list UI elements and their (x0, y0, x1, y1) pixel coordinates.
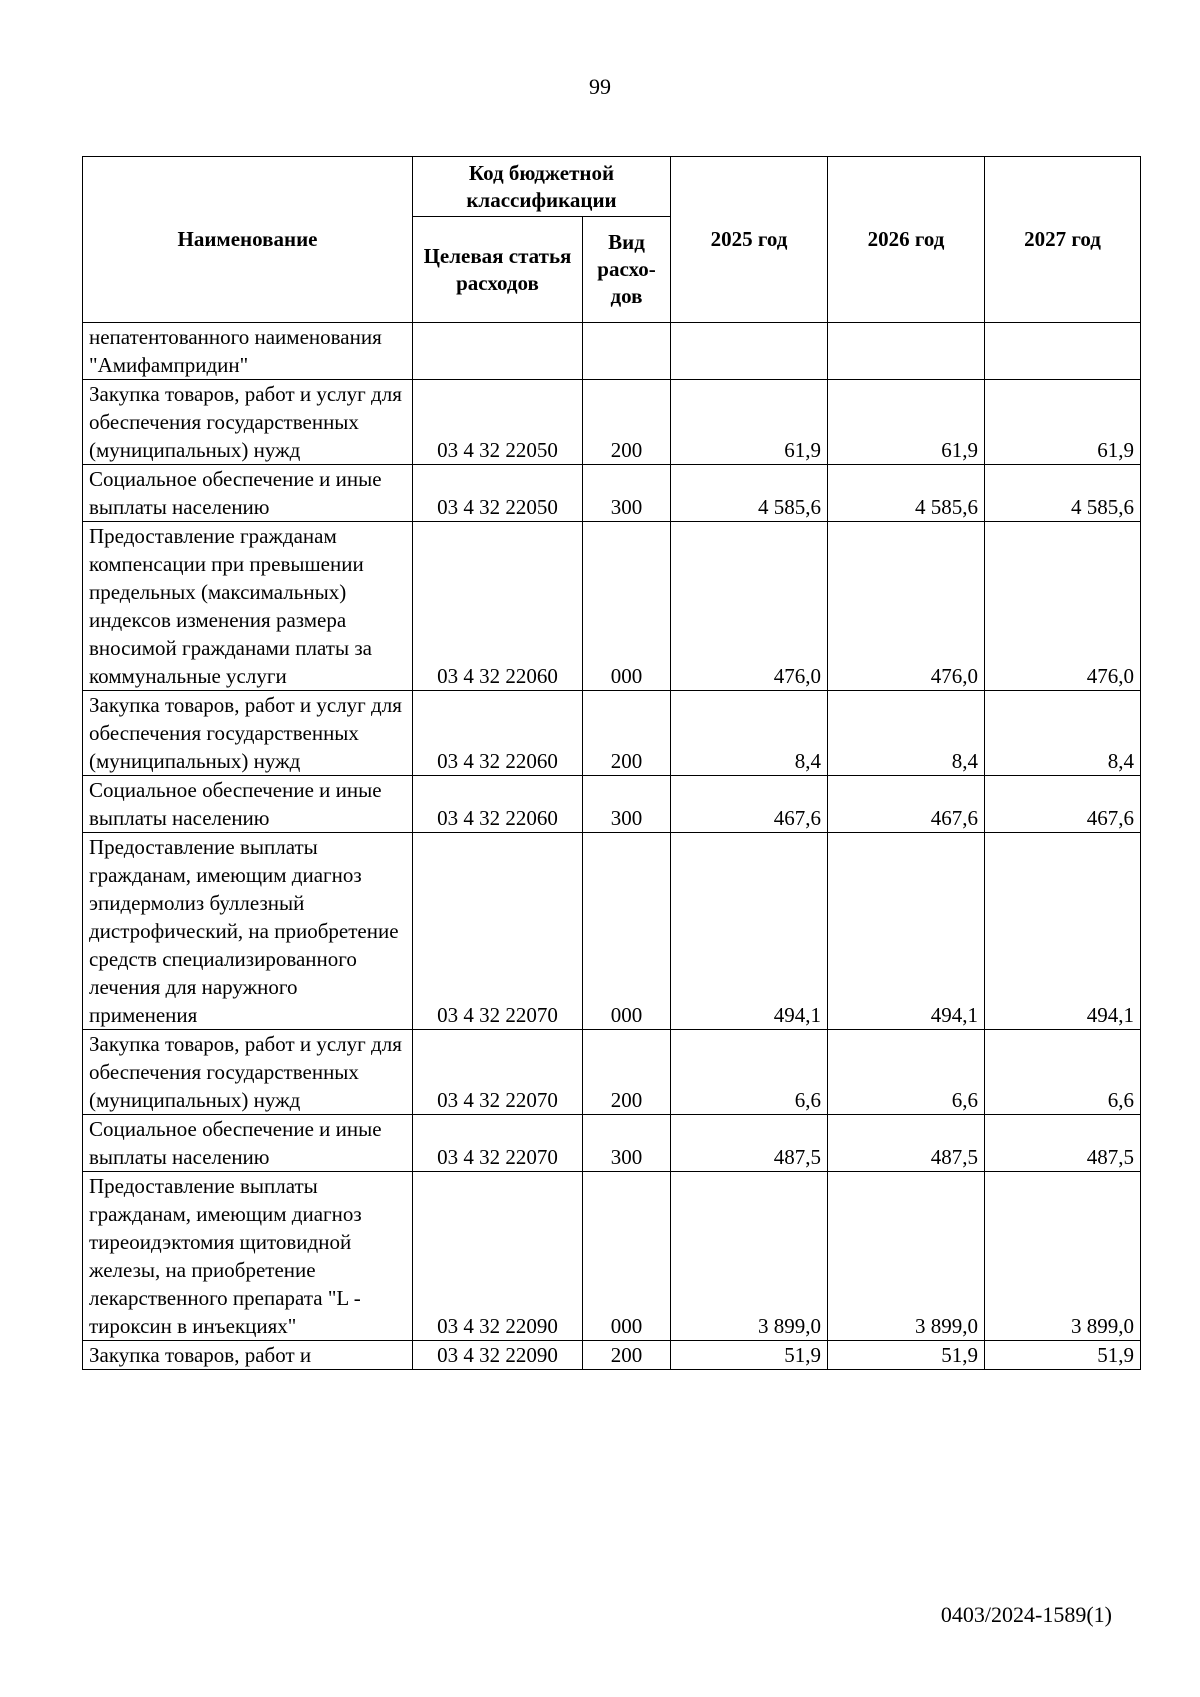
cell-2026: 476,0 (828, 522, 985, 691)
cell-2026: 61,9 (828, 380, 985, 465)
table-row (83, 1341, 1141, 1370)
cell-2027: 467,6 (985, 776, 1141, 833)
cell-2027: 4 585,6 (985, 465, 1141, 522)
cell-name: Предоставление выплаты гражданам, имеющим диагноз эпидермолиз буллезный дистрофический, на приобретение средств специализированного лечения для наружного применения (83, 833, 413, 1030)
cell-expense-type: 200 (583, 1341, 671, 1370)
cell-name: непатентованного наименования "Амифампридин" (83, 323, 413, 380)
cell-name: Закупка товаров, работ и услуг для обеспечения государственных (муниципальных) нужд (83, 691, 413, 776)
cell-expense-type: 200 (583, 1030, 671, 1115)
cell-target-article (413, 323, 583, 380)
cell-2027: 61,9 (985, 380, 1141, 465)
cell-target-article: 03 4 32 22070 (413, 1115, 583, 1172)
header-expense-type: Вид расхо-дов (583, 217, 671, 323)
cell-name: Социальное обеспечение и иные выплаты населению (83, 776, 413, 833)
cell-expense-type (583, 323, 671, 380)
budget-table (82, 156, 1141, 1370)
cell-2025: 4 585,6 (671, 465, 828, 522)
header-2026: 2026 год (828, 157, 985, 323)
cell-2025: 487,5 (671, 1115, 828, 1172)
cell-name: Закупка товаров, работ и (83, 1341, 413, 1370)
table-row (83, 691, 1141, 776)
cell-target-article: 03 4 32 22060 (413, 522, 583, 691)
header-name: Наименование (83, 157, 413, 323)
cell-name: Социальное обеспечение и иные выплаты населению (83, 1115, 413, 1172)
cell-2025: 467,6 (671, 776, 828, 833)
cell-target-article: 03 4 32 22060 (413, 776, 583, 833)
cell-name: Закупка товаров, работ и услуг для обеспечения государственных (муниципальных) нужд (83, 1030, 413, 1115)
cell-name: Закупка товаров, работ и услуг для обеспечения государственных (муниципальных) нужд (83, 380, 413, 465)
table-row (83, 833, 1141, 1030)
document-number: 0403/2024-1589(1) (940, 1602, 1112, 1627)
cell-2026: 487,5 (828, 1115, 985, 1172)
cell-expense-type: 300 (583, 776, 671, 833)
cell-name: Предоставление гражданам компенсации при превышении предельных (максимальных) индексов изменения размера вносимой гражданами платы за коммунальные услуги (83, 522, 413, 691)
cell-target-article: 03 4 32 22090 (413, 1341, 583, 1370)
cell-2027: 51,9 (985, 1341, 1141, 1370)
cell-2026 (828, 323, 985, 380)
cell-2025: 3 899,0 (671, 1172, 828, 1341)
cell-2025: 8,4 (671, 691, 828, 776)
cell-2025: 51,9 (671, 1341, 828, 1370)
table-row (83, 1030, 1141, 1115)
cell-expense-type: 200 (583, 380, 671, 465)
cell-expense-type: 300 (583, 465, 671, 522)
cell-2025 (671, 323, 828, 380)
cell-2026: 3 899,0 (828, 1172, 985, 1341)
table-row (83, 776, 1141, 833)
cell-target-article: 03 4 32 22060 (413, 691, 583, 776)
cell-2026: 467,6 (828, 776, 985, 833)
cell-name: Социальное обеспечение и иные выплаты населению (83, 465, 413, 522)
cell-2026: 51,9 (828, 1341, 985, 1370)
cell-2027 (985, 323, 1141, 380)
cell-2026: 6,6 (828, 1030, 985, 1115)
table-row (83, 1172, 1141, 1341)
header-target-article: Целевая статья расходов (413, 217, 583, 323)
cell-target-article: 03 4 32 22050 (413, 380, 583, 465)
header-2027: 2027 год (985, 157, 1141, 323)
cell-2027: 8,4 (985, 691, 1141, 776)
cell-expense-type: 000 (583, 1172, 671, 1341)
cell-2027: 3 899,0 (985, 1172, 1141, 1341)
cell-expense-type: 000 (583, 833, 671, 1030)
cell-target-article: 03 4 32 22090 (413, 1172, 583, 1341)
cell-2025: 476,0 (671, 522, 828, 691)
cell-2026: 494,1 (828, 833, 985, 1030)
table-row (83, 465, 1141, 522)
cell-2025: 61,9 (671, 380, 828, 465)
page-number: 99 (589, 74, 611, 99)
cell-expense-type: 300 (583, 1115, 671, 1172)
cell-target-article: 03 4 32 22070 (413, 833, 583, 1030)
table-row (83, 1115, 1141, 1172)
table-body (83, 323, 1141, 1370)
cell-target-article: 03 4 32 22070 (413, 1030, 583, 1115)
cell-2025: 6,6 (671, 1030, 828, 1115)
cell-target-article: 03 4 32 22050 (413, 465, 583, 522)
header-2025: 2025 год (671, 157, 828, 323)
cell-2027: 494,1 (985, 833, 1141, 1030)
table-row (83, 323, 1141, 380)
cell-2027: 487,5 (985, 1115, 1141, 1172)
cell-expense-type: 200 (583, 691, 671, 776)
cell-name: Предоставление выплаты гражданам, имеющим диагноз тиреоидэктомия щитовидной железы, на приобретение лекарственного препарата "L - тироксин в инъекциях" (83, 1172, 413, 1341)
cell-2027: 6,6 (985, 1030, 1141, 1115)
cell-2025: 494,1 (671, 833, 828, 1030)
cell-2026: 4 585,6 (828, 465, 985, 522)
cell-2027: 476,0 (985, 522, 1141, 691)
cell-expense-type: 000 (583, 522, 671, 691)
table-row (83, 380, 1141, 465)
table-row (83, 522, 1141, 691)
cell-2026: 8,4 (828, 691, 985, 776)
header-kbk: Код бюджетной классификации (413, 157, 671, 217)
